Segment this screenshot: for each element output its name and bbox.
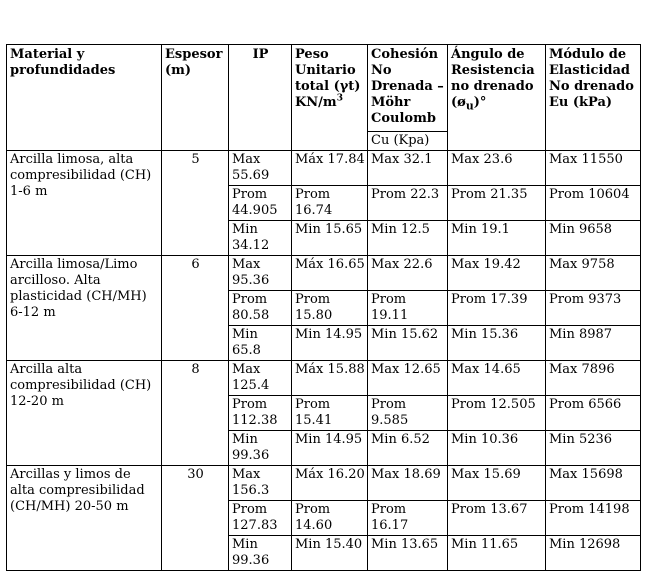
espesor-cell: 5 bbox=[162, 151, 229, 256]
material-cell: Arcilla limosa/Limo arcilloso. Alta plasticidad (CH/MH) 6-12 m bbox=[7, 256, 162, 361]
ip-cell: Min 99.36 bbox=[229, 431, 292, 466]
table-row bbox=[7, 256, 641, 291]
angulo-cell: Max 23.6 bbox=[448, 151, 546, 186]
espesor-cell: 6 bbox=[162, 256, 229, 361]
ip-cell: Max 125.4 bbox=[229, 361, 292, 396]
angulo-cell: Min 11.65 bbox=[448, 536, 546, 571]
modulo-cell: Min 12698 bbox=[546, 536, 641, 571]
cohesion-cell: Max 22.6 bbox=[368, 256, 448, 291]
cohesion-cell: Prom 19.11 bbox=[368, 291, 448, 326]
peso-cell: Prom 16.74 bbox=[292, 186, 368, 221]
material-cell: Arcilla limosa, alta compresibilidad (CH) 1-6 m bbox=[7, 151, 162, 256]
ip-cell: Min 99.36 bbox=[229, 536, 292, 571]
ip-cell: Min 65.8 bbox=[229, 326, 292, 361]
modulo-cell: Max 15698 bbox=[546, 466, 641, 501]
header-peso-exponent: 3 bbox=[336, 93, 343, 104]
modulo-cell: Prom 10604 bbox=[546, 186, 641, 221]
espesor-cell: 8 bbox=[162, 361, 229, 466]
modulo-cell: Max 11550 bbox=[546, 151, 641, 186]
espesor-cell: 30 bbox=[162, 466, 229, 571]
modulo-cell: Prom 6566 bbox=[546, 396, 641, 431]
header-angulo-end: )° bbox=[473, 95, 487, 110]
modulo-cell: Max 7896 bbox=[546, 361, 641, 396]
cohesion-cell: Min 12.5 bbox=[368, 221, 448, 256]
peso-cell: Máx 16.65 bbox=[292, 256, 368, 291]
header-modulo: Módulo de Elasticidad No drenado Eu (kPa) bbox=[546, 45, 641, 151]
cohesion-cell: Prom 9.585 bbox=[368, 396, 448, 431]
header-peso bbox=[292, 45, 368, 151]
angulo-cell: Min 19.1 bbox=[448, 221, 546, 256]
angulo-cell: Prom 17.39 bbox=[448, 291, 546, 326]
material-cell: Arcilla alta compresibilidad (CH) 12-20 m bbox=[7, 361, 162, 466]
cohesion-cell: Min 13.65 bbox=[368, 536, 448, 571]
ip-cell: Prom 112.38 bbox=[229, 396, 292, 431]
modulo-cell: Max 9758 bbox=[546, 256, 641, 291]
header-row bbox=[7, 45, 641, 132]
peso-cell: Prom 14.60 bbox=[292, 501, 368, 536]
peso-cell: Min 15.65 bbox=[292, 221, 368, 256]
angulo-cell: Max 15.69 bbox=[448, 466, 546, 501]
header-cohesion-unit: Cu (Kpa) bbox=[368, 132, 448, 151]
peso-cell: Prom 15.80 bbox=[292, 291, 368, 326]
angulo-cell: Max 19.42 bbox=[448, 256, 546, 291]
ip-cell: Prom 44.905 bbox=[229, 186, 292, 221]
peso-cell: Máx 15.88 bbox=[292, 361, 368, 396]
table-row bbox=[7, 466, 641, 501]
material-cell: Arcillas y limos de alta compresibilidad (CH/MH) 20-50 m bbox=[7, 466, 162, 571]
modulo-cell: Prom 14198 bbox=[546, 501, 641, 536]
cohesion-cell: Prom 16.17 bbox=[368, 501, 448, 536]
ip-cell: Max 95.36 bbox=[229, 256, 292, 291]
modulo-cell: Min 5236 bbox=[546, 431, 641, 466]
header-cohesion: Cohesión No Drenada – Möhr Coulomb bbox=[368, 45, 448, 132]
cohesion-cell: Max 12.65 bbox=[368, 361, 448, 396]
cohesion-cell: Min 6.52 bbox=[368, 431, 448, 466]
angulo-cell: Min 15.36 bbox=[448, 326, 546, 361]
table-row bbox=[7, 151, 641, 186]
angulo-cell: Prom 21.35 bbox=[448, 186, 546, 221]
header-angulo bbox=[448, 45, 546, 151]
header-material: Material y profundidades bbox=[7, 45, 162, 151]
header-peso-text: Peso Unitario total (γt) KN/m bbox=[295, 47, 361, 110]
ip-cell: Min 34.12 bbox=[229, 221, 292, 256]
ip-cell: Prom 80.58 bbox=[229, 291, 292, 326]
cohesion-cell: Min 15.62 bbox=[368, 326, 448, 361]
angulo-cell: Prom 13.67 bbox=[448, 501, 546, 536]
angulo-cell: Max 14.65 bbox=[448, 361, 546, 396]
peso-cell: Min 14.95 bbox=[292, 326, 368, 361]
header-espesor: Espesor (m) bbox=[162, 45, 229, 151]
table-row bbox=[7, 361, 641, 396]
cohesion-cell: Max 32.1 bbox=[368, 151, 448, 186]
peso-cell: Min 15.40 bbox=[292, 536, 368, 571]
header-angulo-subscript: u bbox=[465, 99, 474, 113]
angulo-cell: Min 10.36 bbox=[448, 431, 546, 466]
ip-cell: Prom 127.83 bbox=[229, 501, 292, 536]
peso-cell: Prom 15.41 bbox=[292, 396, 368, 431]
peso-cell: Máx 17.84 bbox=[292, 151, 368, 186]
cohesion-cell: Max 18.69 bbox=[368, 466, 448, 501]
soil-properties-table bbox=[6, 44, 641, 571]
ip-cell: Max 55.69 bbox=[229, 151, 292, 186]
peso-cell: Min 14.95 bbox=[292, 431, 368, 466]
modulo-cell: Min 8987 bbox=[546, 326, 641, 361]
angulo-cell: Prom 12.505 bbox=[448, 396, 546, 431]
modulo-cell: Min 9658 bbox=[546, 221, 641, 256]
header-ip: IP bbox=[229, 45, 292, 151]
modulo-cell: Prom 9373 bbox=[546, 291, 641, 326]
header-angulo-text: Ángulo de Resistencia no drenado (ø bbox=[451, 47, 535, 110]
peso-cell: Máx 16.20 bbox=[292, 466, 368, 501]
ip-cell: Max 156.3 bbox=[229, 466, 292, 501]
cohesion-cell: Prom 22.3 bbox=[368, 186, 448, 221]
